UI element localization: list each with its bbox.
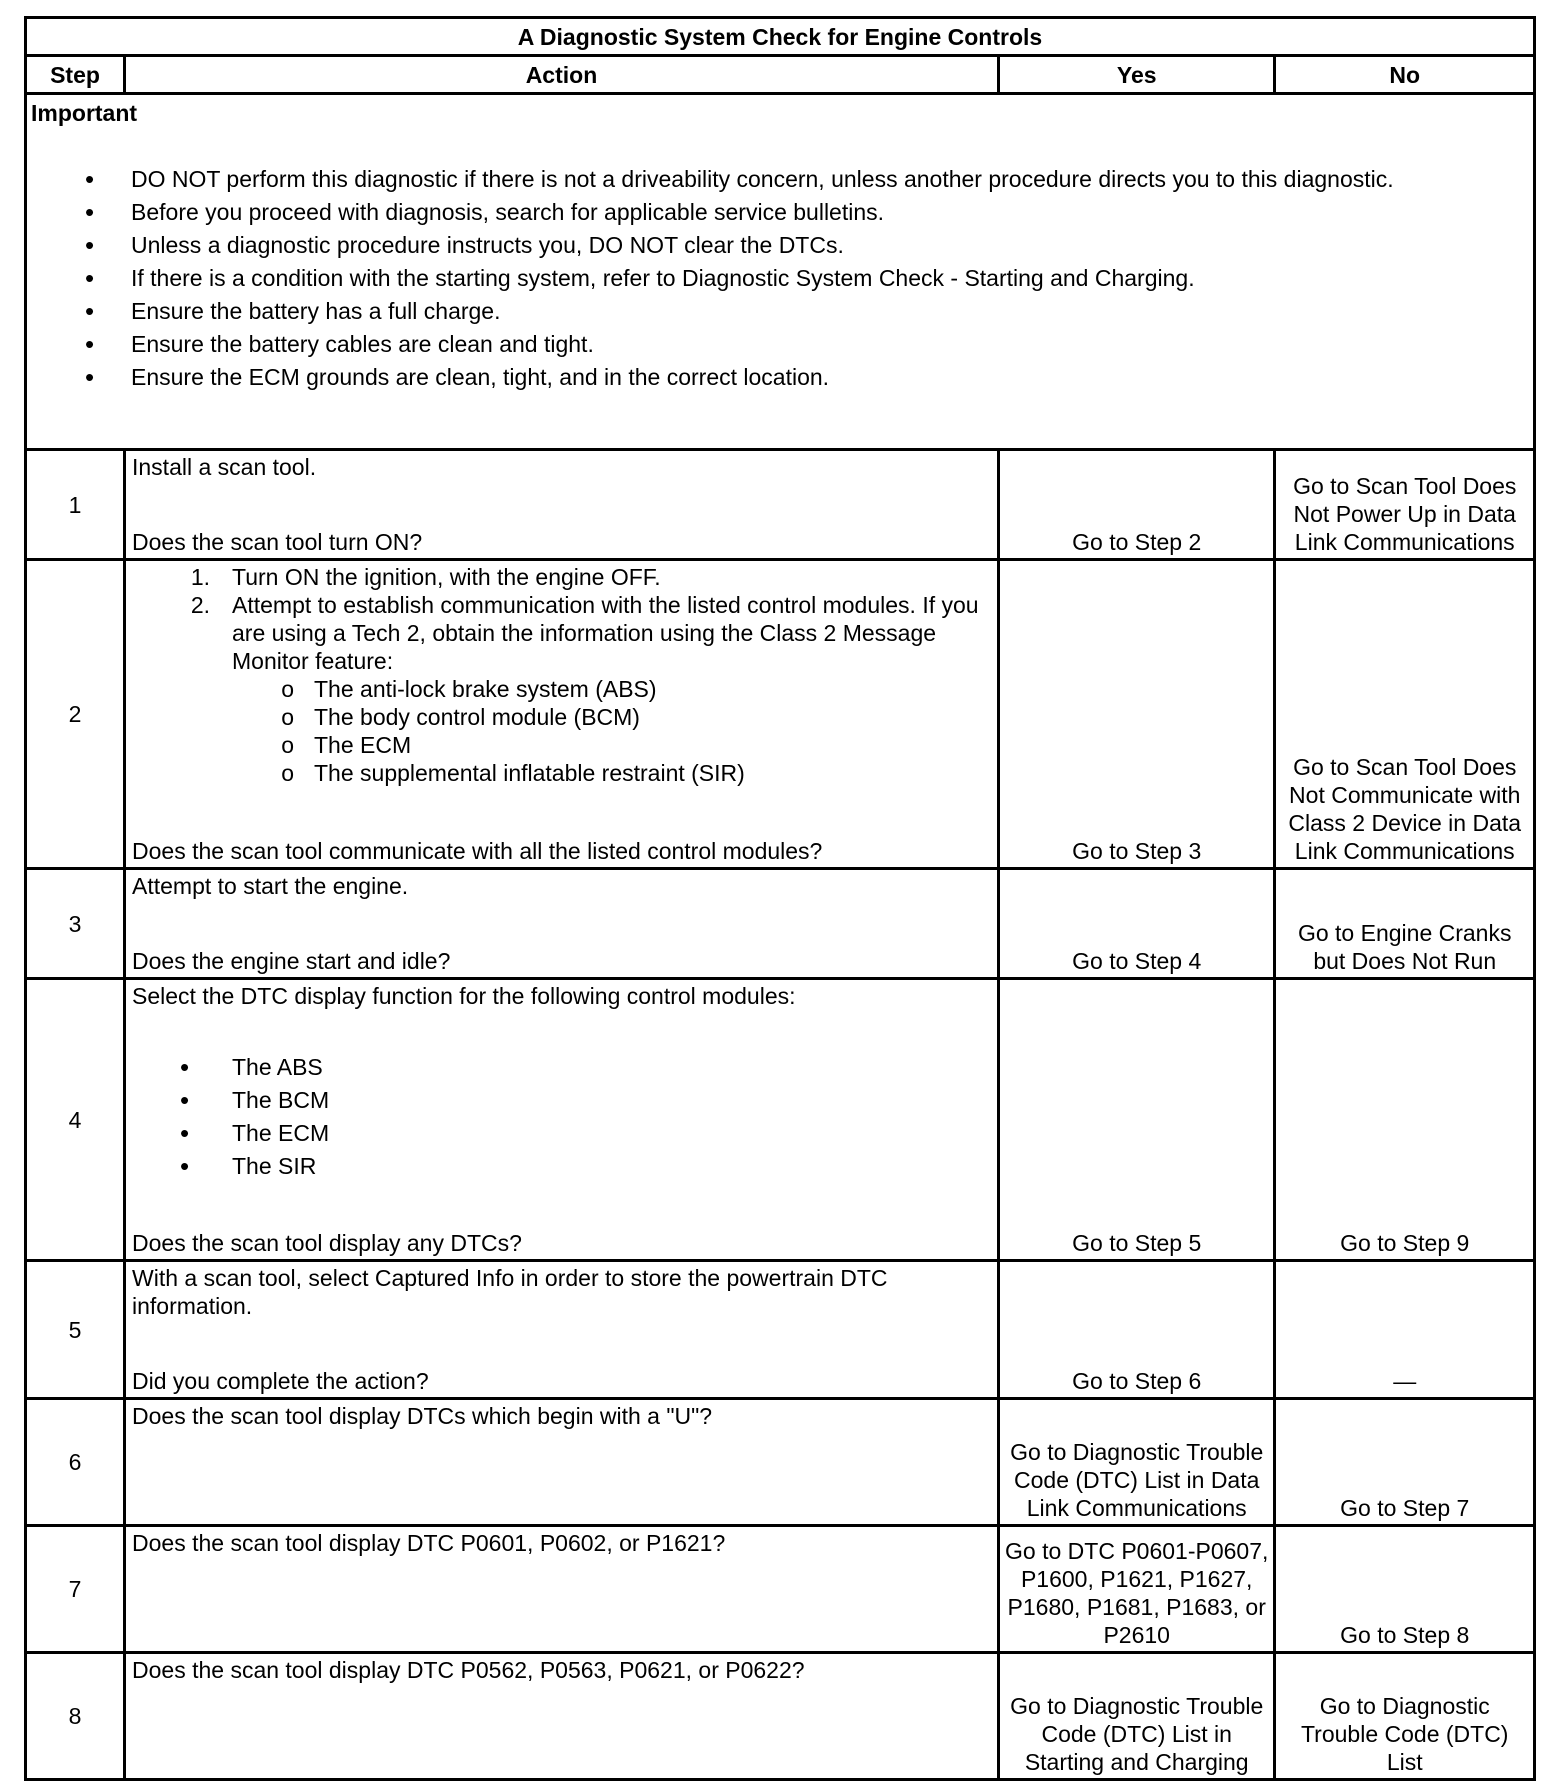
ordered-item	[132, 591, 991, 675]
step-number: 7	[26, 1526, 125, 1653]
header-yes: Yes	[998, 56, 1275, 94]
step-action	[125, 979, 999, 1261]
ordered-item	[132, 563, 991, 591]
bullet-item	[132, 1152, 991, 1185]
step-row-1	[26, 450, 1535, 560]
header-no: No	[1275, 56, 1535, 94]
bullet-text: The ABS	[232, 1054, 323, 1080]
circle-marker: o	[281, 732, 294, 758]
circle-marker: o	[281, 676, 294, 702]
important-bullet: • Unless a diagnostic procedure instructs you, DO NOT clear the DTCs.	[31, 231, 1529, 264]
step-action	[125, 450, 999, 560]
step-no: Go to Step 8	[1275, 1526, 1535, 1653]
sub-item-text: The ECM	[314, 732, 412, 758]
step-row-5	[26, 1261, 1535, 1399]
action-question: Does the engine start and idle?	[132, 948, 451, 974]
important-bullet: • If there is a condition with the starting system, refer to Diagnostic System Check - Starting and Charging.	[31, 264, 1529, 297]
step-row-7	[26, 1526, 1535, 1653]
sub-item	[132, 703, 991, 731]
bullet-item	[132, 1086, 991, 1119]
step-no: Go to Diagnostic Trouble Code (DTC) List	[1275, 1653, 1535, 1780]
bullet-dot: •	[180, 1118, 190, 1148]
sub-item	[132, 675, 991, 703]
header-action: Action	[125, 56, 999, 94]
step-number: 2	[26, 560, 125, 869]
important-bullet: • Ensure the battery cables are clean and tight.	[31, 330, 1529, 363]
step-no: Go to Scan Tool Does Not Communicate with Class 2 Device in Data Link Communications	[1275, 560, 1535, 869]
header-step: Step	[26, 56, 125, 94]
sub-item	[132, 759, 991, 787]
important-list	[31, 165, 1529, 396]
step-row-6	[26, 1399, 1535, 1526]
action-body	[132, 563, 991, 787]
item-text: Turn ON the ignition, with the engine OFF.	[232, 564, 661, 590]
important-notes	[26, 94, 1535, 450]
step-no: Go to Scan Tool Does Not Power Up in Data Link Communications	[1275, 450, 1535, 560]
step-action	[125, 560, 999, 869]
sub-item	[132, 731, 991, 759]
step-no: Go to Step 7	[1275, 1399, 1535, 1526]
important-bullet: • Ensure the battery has a full charge.	[31, 297, 1529, 330]
sub-item-text: The supplemental inflatable restraint (SIR)	[314, 760, 745, 786]
important-label: Important	[31, 100, 138, 126]
action-question: Does the scan tool display any DTCs?	[132, 1230, 522, 1256]
action-text: Install a scan tool.	[132, 454, 317, 480]
sub-item-text: The body control module (BCM)	[314, 704, 640, 730]
important-bullet: • Before you proceed with diagnosis, search for applicable service bulletins.	[31, 198, 1529, 231]
step-number: 8	[26, 1653, 125, 1780]
step-yes: Go to Step 6	[998, 1261, 1275, 1399]
step-action	[125, 869, 999, 979]
important-row	[26, 94, 1535, 450]
bullet-text: The SIR	[232, 1153, 317, 1179]
action-question: Does the scan tool turn ON?	[132, 529, 423, 555]
action-question: Does the scan tool display DTC P0601, P0602, or P1621?	[132, 1530, 726, 1556]
step-number: 5	[26, 1261, 125, 1399]
step-row-2	[26, 560, 1535, 869]
bullet-text: The ECM	[232, 1120, 330, 1146]
step-action	[125, 1653, 999, 1780]
diagnostic-table	[24, 16, 1536, 1781]
step-row-4	[26, 979, 1535, 1261]
item-text: Attempt to establish communication with the listed control modules. If you are using a Tech 2, obtain the information using the Class 2 Message Monitor feature:	[232, 592, 979, 674]
bullet-text: The BCM	[232, 1087, 330, 1113]
header-row	[26, 56, 1535, 94]
item-number: 2.	[190, 592, 210, 618]
action-text: Attempt to start the engine.	[132, 873, 409, 899]
step-yes: Go to Step 5	[998, 979, 1275, 1261]
action-body	[132, 982, 991, 1185]
step-number: 4	[26, 979, 125, 1261]
step-yes: Go to Diagnostic Trouble Code (DTC) List in Data Link Communications	[998, 1399, 1275, 1526]
step-action	[125, 1399, 999, 1526]
step-action	[125, 1261, 999, 1399]
step-yes: Go to Diagnostic Trouble Code (DTC) List in Starting and Charging	[998, 1653, 1275, 1780]
step-no: Go to Step 9	[1275, 979, 1535, 1261]
step-yes: Go to Step 2	[998, 450, 1275, 560]
step-yes: Go to Step 3	[998, 560, 1275, 869]
bullet-dot: •	[180, 1052, 190, 1082]
sub-item-text: The anti-lock brake system (ABS)	[314, 676, 657, 702]
step-number: 6	[26, 1399, 125, 1526]
important-bullet: • DO NOT perform this diagnostic if there is not a driveability concern, unless another procedure directs you to this diagnostic.	[31, 165, 1529, 198]
bullet-item	[132, 1053, 991, 1086]
step-row-8	[26, 1653, 1535, 1780]
step-action	[125, 1526, 999, 1653]
step-yes: Go to DTC P0601-P0607, P1600, P1621, P1627, P1680, P1681, P1683, or P2610	[998, 1526, 1275, 1653]
step-row-3	[26, 869, 1535, 979]
step-no: —	[1275, 1261, 1535, 1399]
bullet-item	[132, 1119, 991, 1152]
action-question: Does the scan tool display DTC P0562, P0563, P0621, or P0622?	[132, 1657, 805, 1683]
action-question: Did you complete the action?	[132, 1368, 429, 1394]
action-question: Does the scan tool display DTCs which begin with a "U"?	[132, 1403, 713, 1429]
circle-marker: o	[281, 760, 294, 786]
step-no: Go to Engine Cranks but Does Not Run	[1275, 869, 1535, 979]
step-number: 3	[26, 869, 125, 979]
action-text: With a scan tool, select Captured Info in order to store the powertrain DTC information.	[132, 1265, 888, 1319]
important-bullet: • Ensure the ECM grounds are clean, tight, and in the correct location.	[31, 363, 1529, 396]
action-text: Select the DTC display function for the following control modules:	[132, 983, 796, 1009]
step-yes: Go to Step 4	[998, 869, 1275, 979]
action-question: Does the scan tool communicate with all the listed control modules?	[132, 838, 823, 864]
bullet-dot: •	[180, 1085, 190, 1115]
table-title: A Diagnostic System Check for Engine Controls	[26, 18, 1535, 56]
bullet-dot: •	[180, 1151, 190, 1181]
title-row	[26, 18, 1535, 56]
item-number: 1.	[190, 564, 210, 590]
circle-marker: o	[281, 704, 294, 730]
step-number: 1	[26, 450, 125, 560]
